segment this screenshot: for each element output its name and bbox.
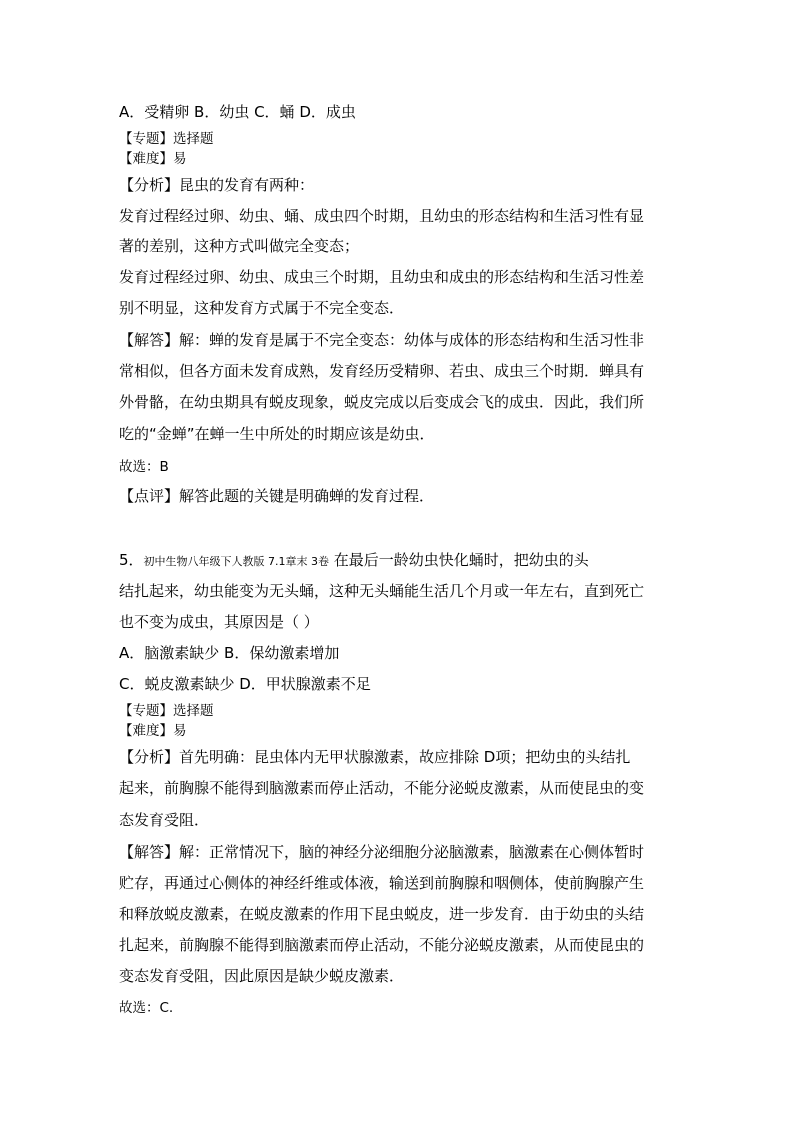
q5-options: C．蜕皮激素缺少 D．甲状腺激素不足 (119, 675, 371, 693)
q5-question-text: 在最后一龄幼虫快化蛹时，把幼虫的头 (329, 551, 589, 569)
q4-difficulty: 【难度】易 (119, 151, 187, 167)
q5-solution-text: 贮存，再通过心侧体的神经纤维或体液，输送到前胸腺和咽侧体，使前胸腺产生 (119, 874, 645, 892)
q4-analysis-text: 著的差别，这种方式叫做完全变态； (119, 237, 360, 255)
q4-analysis-heading: 【分析】昆虫的发育有两种： (119, 176, 315, 194)
q5-solution-text: 扎起来，前胸腺不能得到脑激素而停止活动，不能分泌蜕皮激素，从而使昆虫的 (119, 936, 645, 954)
q5-solution-text: 【解答】解：正常情况下，脑的神经分泌细胞分泌脑激素，脑激素在心侧体暂时 (119, 843, 645, 861)
q4-analysis-text: 别不明显，这种发育方式属于不完全变态． (119, 299, 405, 317)
q4-answer: 故选：B (119, 459, 169, 475)
q5-number: 5． (119, 551, 144, 569)
q5-analysis-text: 态发育受阻． (119, 811, 210, 829)
q4-solution-text: 吃的“金蝉”在蝉一生中所处的时期应该是幼虫． (119, 425, 435, 443)
q4-topic: 【专题】选择题 (119, 131, 214, 147)
q4-options: A．受精卵 B．幼虫 C．蛹 D．成虫 (119, 103, 356, 121)
q5-question-line (119, 550, 679, 572)
q5-answer: 故选：C. (119, 1000, 174, 1016)
q5-analysis-text: 【分析】首先明确：昆虫体内无甲状腺激素，故应排除 D项；把幼虫的头结扎 (119, 748, 631, 766)
q5-question-text: 也不变为成虫，其原因是（ ） (119, 613, 319, 631)
q4-solution-text: 【解答】解：蝉的发育是属于不完全变态：幼体与成体的形态结构和生活习性非 (119, 331, 645, 349)
q5-difficulty: 【难度】易 (119, 723, 187, 739)
q5-topic: 【专题】选择题 (119, 703, 214, 719)
q5-source: 初中生物八年级下人教版 7.1章末 3卷 (143, 555, 330, 568)
q4-analysis-text: 发育过程经过卵、幼虫、成虫三个时期，且幼虫和成虫的形态结构和生活习性差 (119, 268, 645, 286)
q5-solution-text: 变态发育受阻，因此原因是缺少蜕皮激素． (119, 967, 405, 985)
q4-solution-text: 外骨骼，在幼虫期具有蜕皮现象，蜕皮完成以后变成会飞的成虫．因此，我们所 (119, 393, 645, 411)
q5-question-text: 结扎起来，幼虫能变为无头蛹，这种无头蛹能生活几个月或一年左右，直到死亡 (119, 582, 645, 600)
q4-analysis-text: 发育过程经过卵、幼虫、蛹、成虫四个时期，且幼虫的形态结构和生活习性有显 (119, 207, 645, 225)
q5-options: A．脑激素缺少 B．保幼激素增加 (119, 644, 340, 662)
q4-solution-text: 常相似，但各方面未发育成熟，发育经历受精卵、若虫、成虫三个时期．蝉具有 (119, 362, 645, 380)
q5-solution-text: 和释放蜕皮激素，在蜕皮激素的作用下昆虫蜕皮，进一步发育．由于幼虫的头结 (119, 905, 645, 923)
q4-comment: 【点评】解答此题的关键是明确蝉的发育过程． (119, 487, 435, 505)
q5-analysis-text: 起来，前胸腺不能得到脑激素而停止活动，不能分泌蜕皮激素，从而使昆虫的变 (119, 779, 645, 797)
